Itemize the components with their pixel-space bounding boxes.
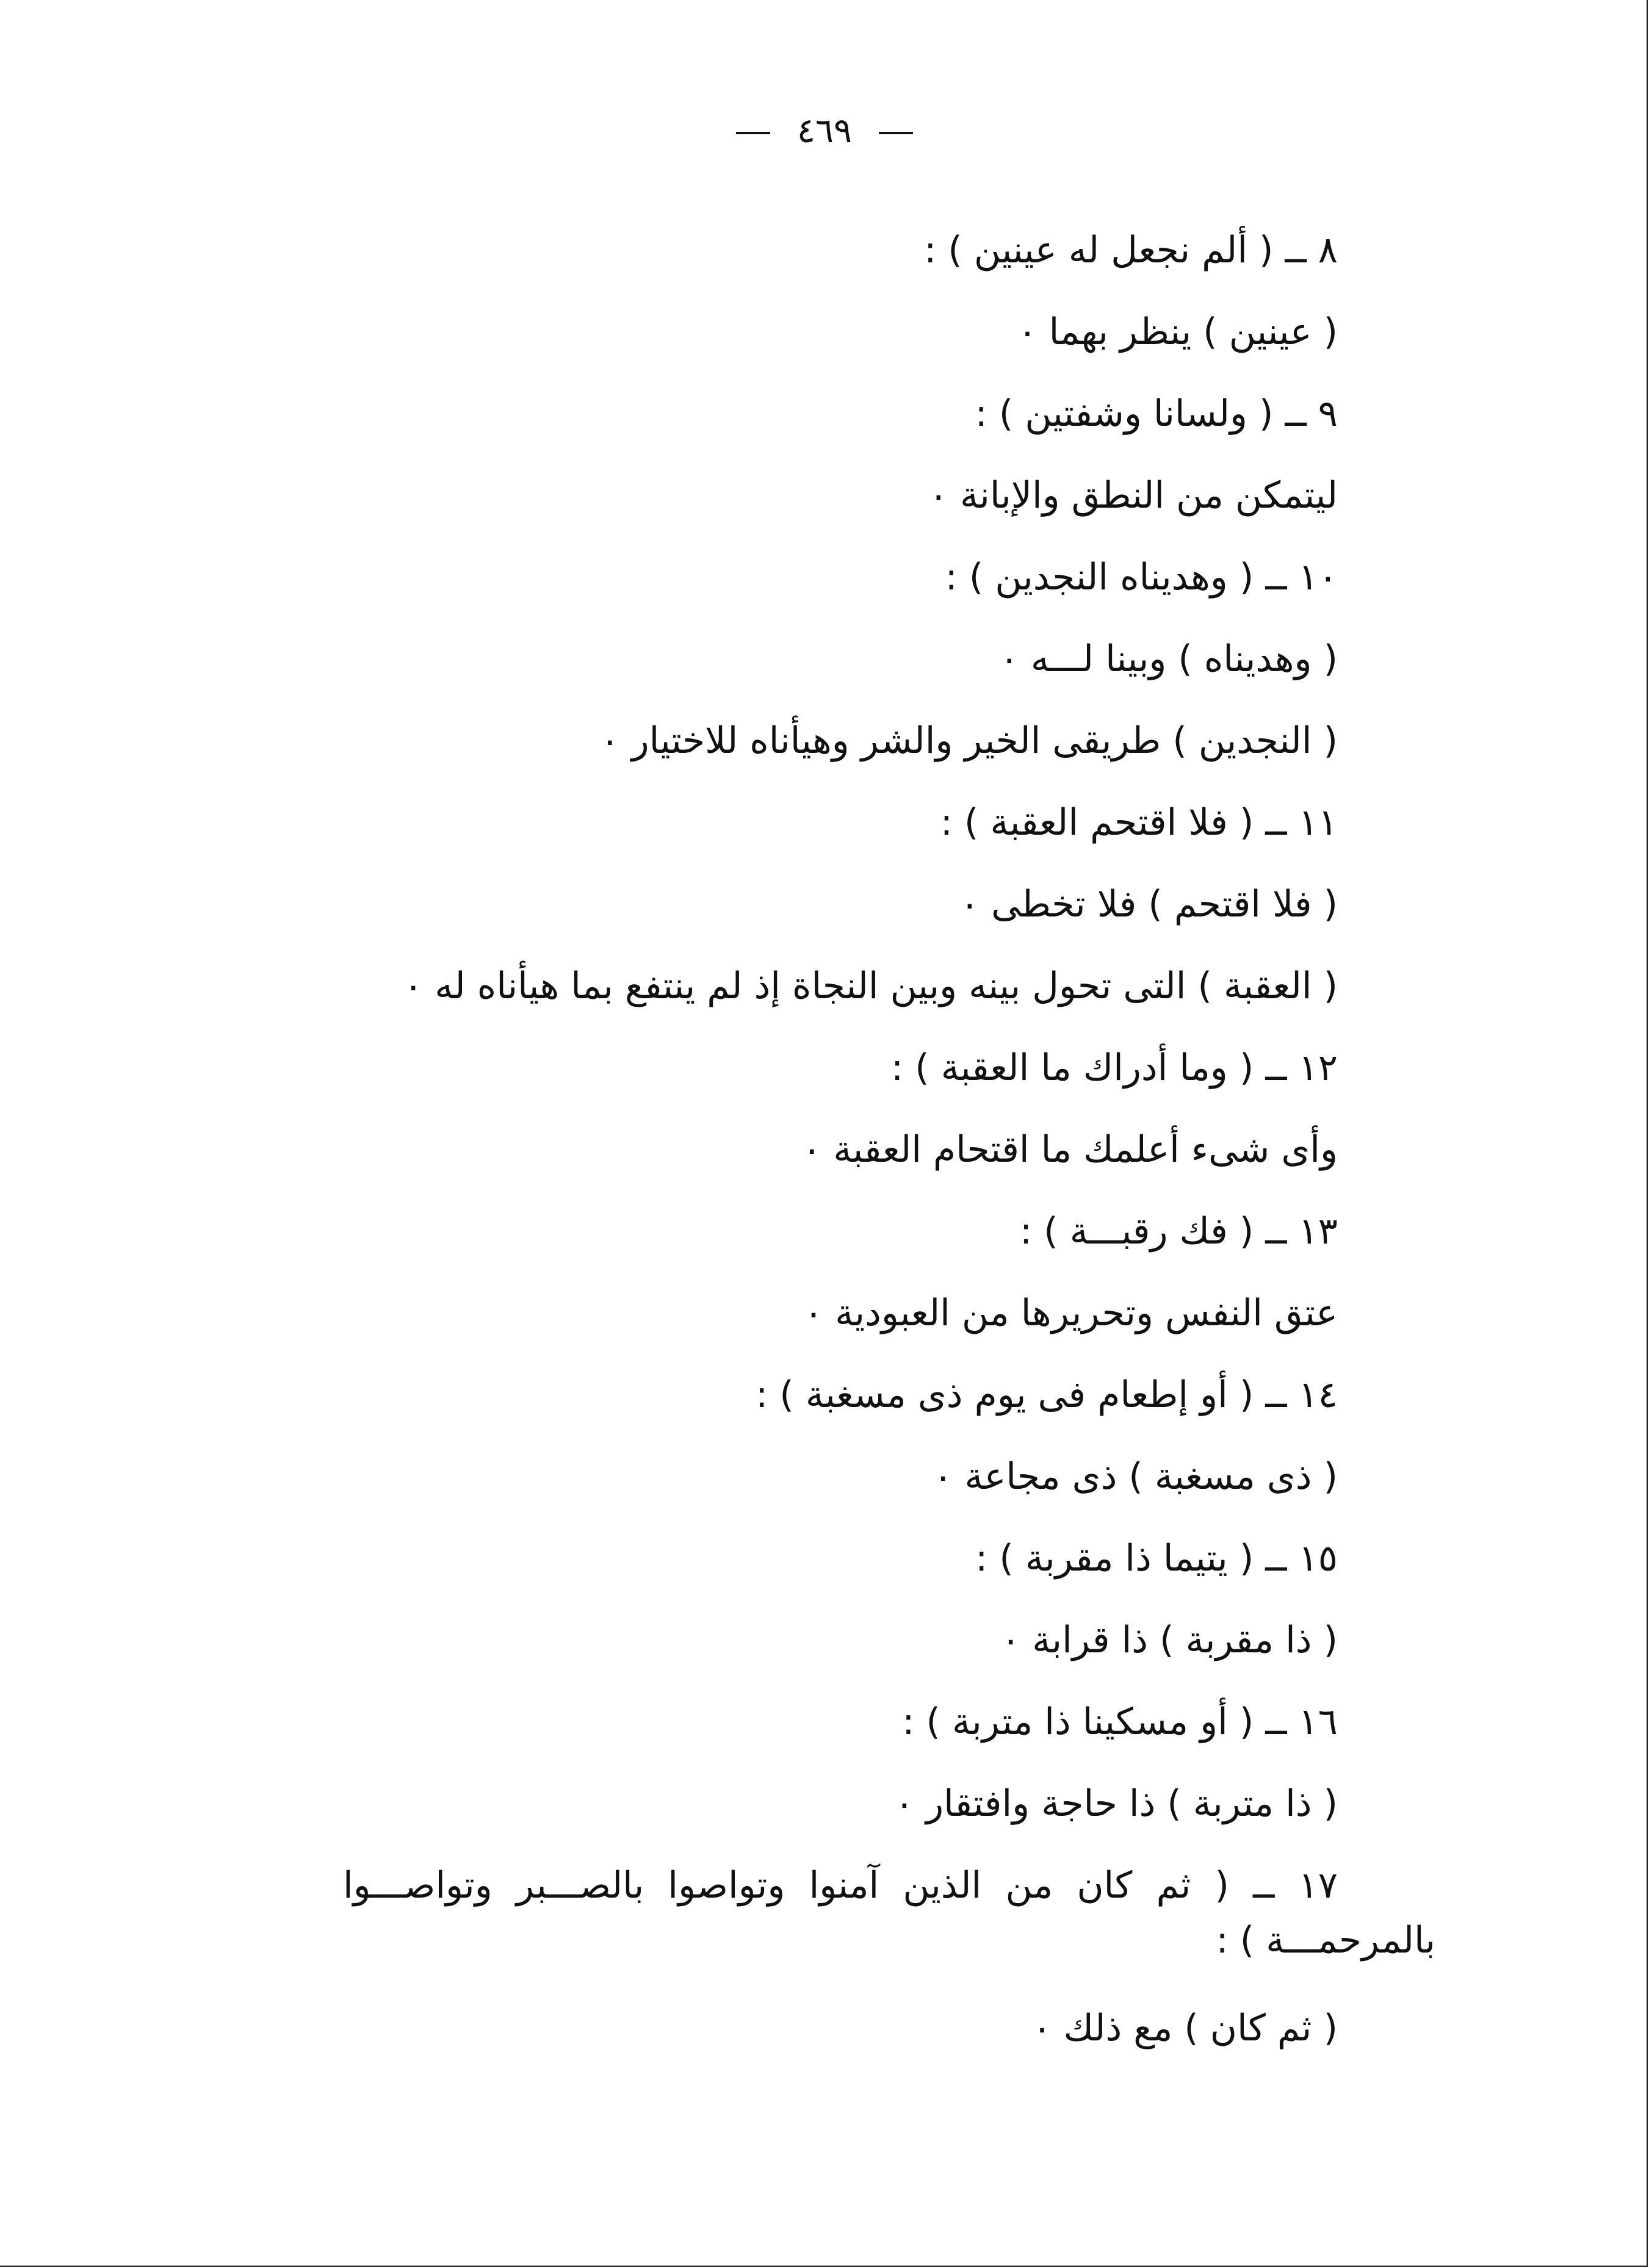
page-number-text: ٤٦٩ <box>796 111 853 151</box>
page-number-dash-left <box>736 132 770 134</box>
verse-13-gloss: عتق النفس وتحريرها من العبودية ٠ <box>803 1292 1338 1334</box>
page-number-dash-right <box>879 132 913 134</box>
page-body <box>184 226 1435 2086</box>
verse-9-heading: ٩ ــ ( ولسانا وشفتين ) : <box>975 392 1338 435</box>
verse-14-gloss: ( ذى مسغبة ) ذى مجاعة ٠ <box>933 1455 1338 1498</box>
verse-13-heading: ١٣ ــ ( فك رقبـــة ) : <box>1020 1210 1338 1253</box>
verse-8-gloss: ( عينين ) ينظر بهما ٠ <box>1017 311 1338 353</box>
verse-16-heading: ١٦ ــ ( أو مسكينا ذا متربة ) : <box>902 1701 1338 1743</box>
verse-9-gloss: ليتمكن من النطق والإبانة ٠ <box>928 474 1338 517</box>
verse-11-gloss-1: ( فلا اقتحم ) فلا تخطى ٠ <box>959 883 1338 926</box>
verse-15-gloss: ( ذا مقربة ) ذا قرابة ٠ <box>1000 1619 1338 1661</box>
verse-12-heading: ١٢ ــ ( وما أدراك ما العقبة ) : <box>890 1046 1338 1089</box>
verse-11-heading: ١١ ــ ( فلا اقتحم العقبة ) : <box>940 801 1338 844</box>
verse-17-heading-line-2: بالمرحمـــة ) : <box>1216 1919 1435 1962</box>
verse-8-heading: ٨ ــ ( ألم نجعل له عينين ) : <box>924 229 1338 272</box>
verse-17-gloss: ( ثم كان ) مع ذلك ٠ <box>1032 2007 1338 2050</box>
verse-17-heading-line-1: ١٧ ــ ( ثم كان من الذين آمنوا وتواصوا بالصـــبر وتواصـــوا <box>343 1864 1338 1907</box>
verse-15-heading: ١٥ ــ ( يتيما ذا مقربة ) : <box>975 1537 1338 1580</box>
verse-14-heading: ١٤ ــ ( أو إطعام فى يوم ذى مسغبة ) : <box>756 1373 1338 1416</box>
verse-11-gloss-2: ( العقبة ) التى تحول بينه وبين النجاة إذ لم ينتفع بما هيأناه له ٠ <box>403 965 1338 1007</box>
verse-12-gloss: وأى شىء أعلمك ما اقتحام العقبة ٠ <box>802 1128 1338 1171</box>
verse-10-gloss-1: ( وهديناه ) وبينا لـــه ٠ <box>999 638 1338 680</box>
verse-10-heading: ١٠ ــ ( وهديناه النجدين ) : <box>945 556 1338 599</box>
verse-10-gloss-2: ( النجدين ) طريقى الخير والشر وهيأناه للاختيار ٠ <box>600 719 1338 762</box>
page-number <box>0 107 1649 156</box>
verse-16-gloss: ( ذا متربة ) ذا حاجة وافتقار ٠ <box>894 1782 1338 1825</box>
